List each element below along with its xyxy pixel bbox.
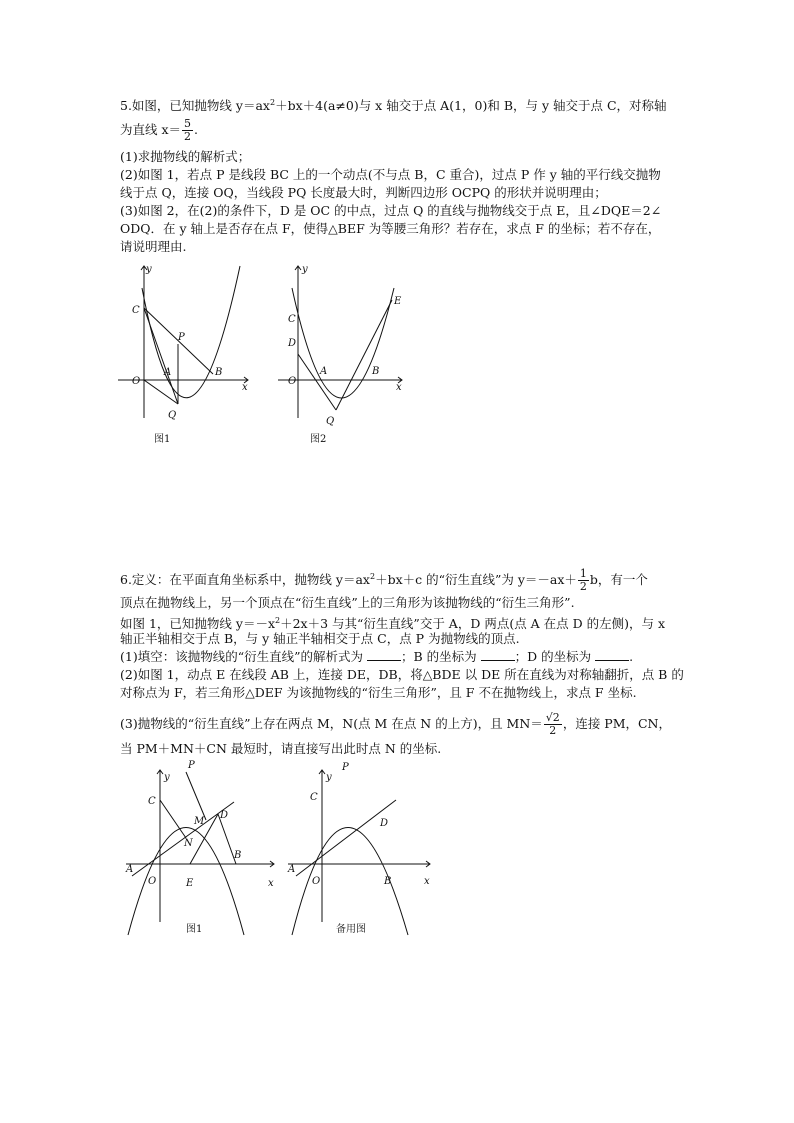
label-q: Q — [168, 410, 177, 421]
p6-line4: 轴正半轴相交于点 B，与 y 轴正半轴相交于点 C，点 P 为抛物线的顶点. — [120, 631, 520, 646]
segment-cq — [144, 308, 178, 404]
p5-fig1-caption: 图1 — [154, 434, 171, 445]
label-n: N — [184, 838, 193, 849]
p6-q1 — [120, 648, 633, 666]
p6-line2: 顶点在抛物线上，另一个顶点在“衍生直线”上的三角形为该抛物线的“衍生三角形”. — [120, 595, 575, 610]
p6-q3b: ，连接 PM，CN， — [562, 716, 671, 731]
label-y: y — [302, 264, 308, 275]
p6-q1b: ；B 的坐标为 — [400, 649, 477, 664]
label-o: O — [288, 376, 297, 387]
p6-line1b: ＋bx＋c 的“衍生直线”为 y＝－ax＋ — [375, 572, 577, 588]
p6-figure-backup — [284, 760, 444, 940]
p6-line1a: 6.定义：在平面直角坐标系中，抛物线 y＝ax — [120, 572, 370, 588]
label-c: C — [310, 792, 318, 803]
label-c: C — [132, 305, 140, 316]
p5-figure-2 — [278, 258, 418, 448]
p6-frac-num: 1 — [579, 567, 587, 581]
p6-q3-fraction — [544, 712, 562, 737]
p5-line1 — [120, 94, 667, 115]
derived-line — [296, 800, 396, 876]
p6-q1d: . — [629, 649, 634, 664]
answer-blank-1 — [367, 648, 401, 661]
p6-q3 — [120, 712, 671, 737]
label-p: P — [178, 332, 185, 343]
p5-line1a: 5.如图，已知抛物线 y＝ax — [120, 98, 270, 114]
p6-q3-frac-den: 2 — [549, 724, 557, 737]
label-y: y — [326, 772, 332, 783]
p6-q1a: (1)填空：该抛物线的“衍生直线”的解析式为 — [120, 649, 363, 664]
label-c: C — [288, 314, 296, 325]
p5-line1b: ＋bx＋4(a≠0)与 x 轴交于点 A(1，0)和 B，与 y 轴交于点 C，对称轴 — [275, 98, 667, 114]
p6-q1c: ；D 的坐标为 — [514, 649, 592, 664]
label-p: P — [188, 760, 195, 771]
p6-q3a: (3)抛物线的“衍生直线”上存在两点 M，N(点 M 在点 N 的上方)，且 MN＝ — [120, 716, 543, 731]
label-e: E — [394, 296, 402, 307]
p6-line1c: b，有一个 — [589, 572, 648, 588]
p6-fig2-caption: 备用图 — [336, 924, 366, 935]
p6-q3-frac-num: √2 — [545, 711, 560, 724]
p6-line1 — [120, 568, 648, 593]
p5-q3b: ODQ．在 y 轴上是否存在点 F，使得△BEF 为等腰三角形？若存在，求点 F 的坐标；若不存在， — [120, 221, 661, 236]
label-b: B — [234, 850, 242, 861]
p5-line1-sup: 2 — [269, 98, 276, 107]
parabola — [142, 266, 240, 398]
p6-fig1-caption: 图1 — [186, 924, 203, 935]
p5-fig2-caption: 图2 — [310, 434, 327, 445]
label-y: y — [146, 264, 152, 275]
label-a: A — [164, 367, 172, 378]
label-o: O — [312, 876, 321, 887]
label-m: M — [194, 816, 205, 827]
p6-frac-den: 2 — [579, 580, 587, 594]
label-p: P — [342, 762, 349, 773]
segment-oq — [144, 380, 178, 404]
p6-fraction — [578, 568, 589, 593]
label-x: x — [424, 876, 430, 887]
label-a: A — [288, 864, 296, 875]
label-a: A — [126, 864, 134, 875]
p5-figure-1 — [118, 258, 258, 448]
label-d: D — [288, 338, 297, 349]
segment-pm — [186, 772, 206, 820]
parabola — [292, 288, 394, 398]
p6-line3-sup: 2 — [275, 616, 281, 625]
p6-line1-sup: 2 — [369, 572, 376, 581]
answer-blank-2 — [481, 648, 515, 661]
p5-q3c: 请说明理由. — [120, 239, 187, 254]
p6-q2a: (2)如图 1，动点 E 在线段 AB 上，连接 DE，DB，将△BDE 以 DE 所在直线为对称轴翻折，点 B 的 — [120, 667, 684, 682]
label-d: D — [380, 818, 389, 829]
p5-q1: (1)求抛物线的解析式； — [120, 149, 251, 164]
p5-frac-num: 5 — [184, 117, 192, 130]
label-b: B — [384, 876, 392, 887]
label-c: C — [148, 796, 156, 807]
label-x: x — [268, 878, 274, 889]
p5-q3a: (3)如图 2，在(2)的条件下，D 是 OC 的中点，过点 Q 的直线与抛物线交于点 E，且∠DQE＝2∠ — [120, 203, 662, 218]
p5-line2b: . — [194, 122, 199, 137]
answer-blank-3 — [595, 648, 629, 661]
p6-q2b: 对称点为 F，若三角形△DEF 为该抛物线的“衍生三角形”，且 F 不在抛物线上，求点 F 坐标. — [120, 685, 637, 700]
label-x: x — [242, 382, 248, 393]
label-b: B — [372, 366, 380, 377]
label-o: O — [148, 876, 157, 887]
label-d: D — [220, 810, 229, 821]
p6-figure-1 — [122, 760, 282, 940]
p5-line2 — [120, 118, 198, 143]
segment-dq — [298, 354, 336, 410]
label-y: y — [164, 772, 170, 783]
label-o: O — [132, 376, 141, 387]
p6-line3a: 如图 1，已知抛物线 y＝－x — [120, 616, 276, 632]
derived-line — [132, 802, 234, 876]
segment-qe — [336, 300, 392, 410]
label-e: E — [186, 878, 194, 889]
p5-q2b: 线于点 Q，连接 OQ，当线段 PQ 长度最大时，判断四边形 OCPQ 的形状并说明理由； — [120, 185, 607, 200]
p5-frac-den: 2 — [184, 130, 192, 143]
p6-line3b: ＋2x＋3 与其“衍生直线”交于 A，D 两点(点 A 在点 D 的左侧)，与 x — [280, 616, 666, 632]
p5-fraction — [182, 118, 193, 143]
label-q: Q — [326, 416, 335, 427]
label-b: B — [215, 367, 223, 378]
p5-q2a: (2)如图 1，若点 P 是线段 BC 上的一个动点(不与点 B，C 重合)，过点 P 作 y 轴的平行线交抛物 — [120, 167, 661, 182]
p5-line2a: 为直线 x＝ — [120, 122, 182, 137]
label-a: A — [320, 366, 328, 377]
label-x: x — [396, 382, 402, 393]
p6-q3c: 当 PM＋MN＋CN 最短时，请直接写出此时点 N 的坐标. — [120, 741, 442, 756]
